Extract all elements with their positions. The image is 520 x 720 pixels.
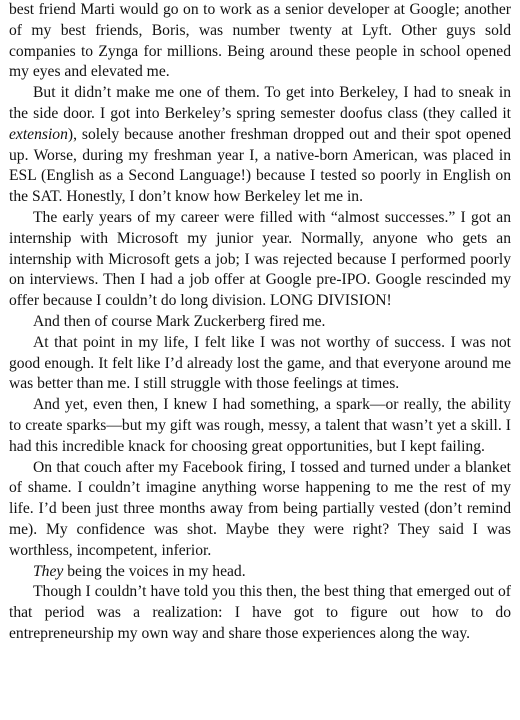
- paragraph-9: [9, 582, 511, 644]
- paragraph-7: [9, 458, 511, 562]
- paragraph-4: [9, 312, 511, 333]
- paragraph-4-text: And then of course Mark Zuckerberg fired me.: [33, 312, 326, 330]
- paragraph-8-text: being the voices in my head.: [63, 562, 246, 580]
- paragraph-2-text-a: But it didn’t make me one of them. To get into Berkeley, I had to sneak in the side door. I got into Berkeley’s spring semester doofus class (they called it: [9, 84, 511, 122]
- paragraph-2-italic-extension: extension: [9, 125, 68, 143]
- paragraph-1: [9, 0, 511, 83]
- paragraph-8: [9, 562, 511, 583]
- paragraph-5: [9, 333, 511, 395]
- paragraph-7-text: On that couch after my Facebook firing, I tossed and turned under a blanket of shame. I couldn’t imagine anything worse happening to me the rest of my life. I’d been just three months away from being partially vested (don’t remind me). My confidence was shot. Maybe they were right? They said I was worthless, incompetent, inferior.: [9, 458, 511, 559]
- paragraph-2: [9, 83, 511, 208]
- paragraph-6-text: And yet, even then, I knew I had something, a spark—or really, the ability to create sparks—but my gift was rough, messy, a talent that wasn’t yet a skill. I had this incredible knack for choosing great opportunities, but I kept failing.: [9, 396, 511, 455]
- paragraph-5-text: At that point in my life, I felt like I was not worthy of success. I was not good enough. It felt like I’d already lost the game, and that everyone around me was better than me. I still struggle with those feelings at times.: [9, 333, 511, 393]
- paragraph-1-text: best friend Marti would go on to work as a senior developer at Google; another of my best friends, Boris, was number twenty at Lyft. Other guys sold companies to Zynga for millions. Being around these people in school opened my eyes and elevated me.: [9, 1, 511, 81]
- paragraph-3: [9, 208, 511, 312]
- paragraph-6: [9, 395, 511, 457]
- paragraph-8-italic-they: They: [33, 562, 64, 580]
- paragraph-2-text-b: ), solely because another freshman dropped out and their spot opened up. Worse, during my freshman year I, a native-born American, was placed in ESL (English as a Second Language!) because I tested so poorly in English on the SAT. Honestly, I don’t know how Berkeley let me in.: [9, 125, 511, 206]
- paragraph-9-text: Though I couldn’t have told you this then, the best thing that emerged out of that period was a realization: I have got to figure out how to do entrepreneurship my own way and share those experiences along the way.: [9, 583, 511, 642]
- paragraph-3-text: The early years of my career were filled with “almost successes.” I got an internship with Microsoft my junior year. Normally, anyone who gets an internship with Microsoft gets a job; I was rejected because I performed poorly on interviews. Then I had a job offer at Google pre-IPO. Google rescinded my offer because I couldn’t do long division. LONG DIVISION!: [9, 208, 511, 310]
